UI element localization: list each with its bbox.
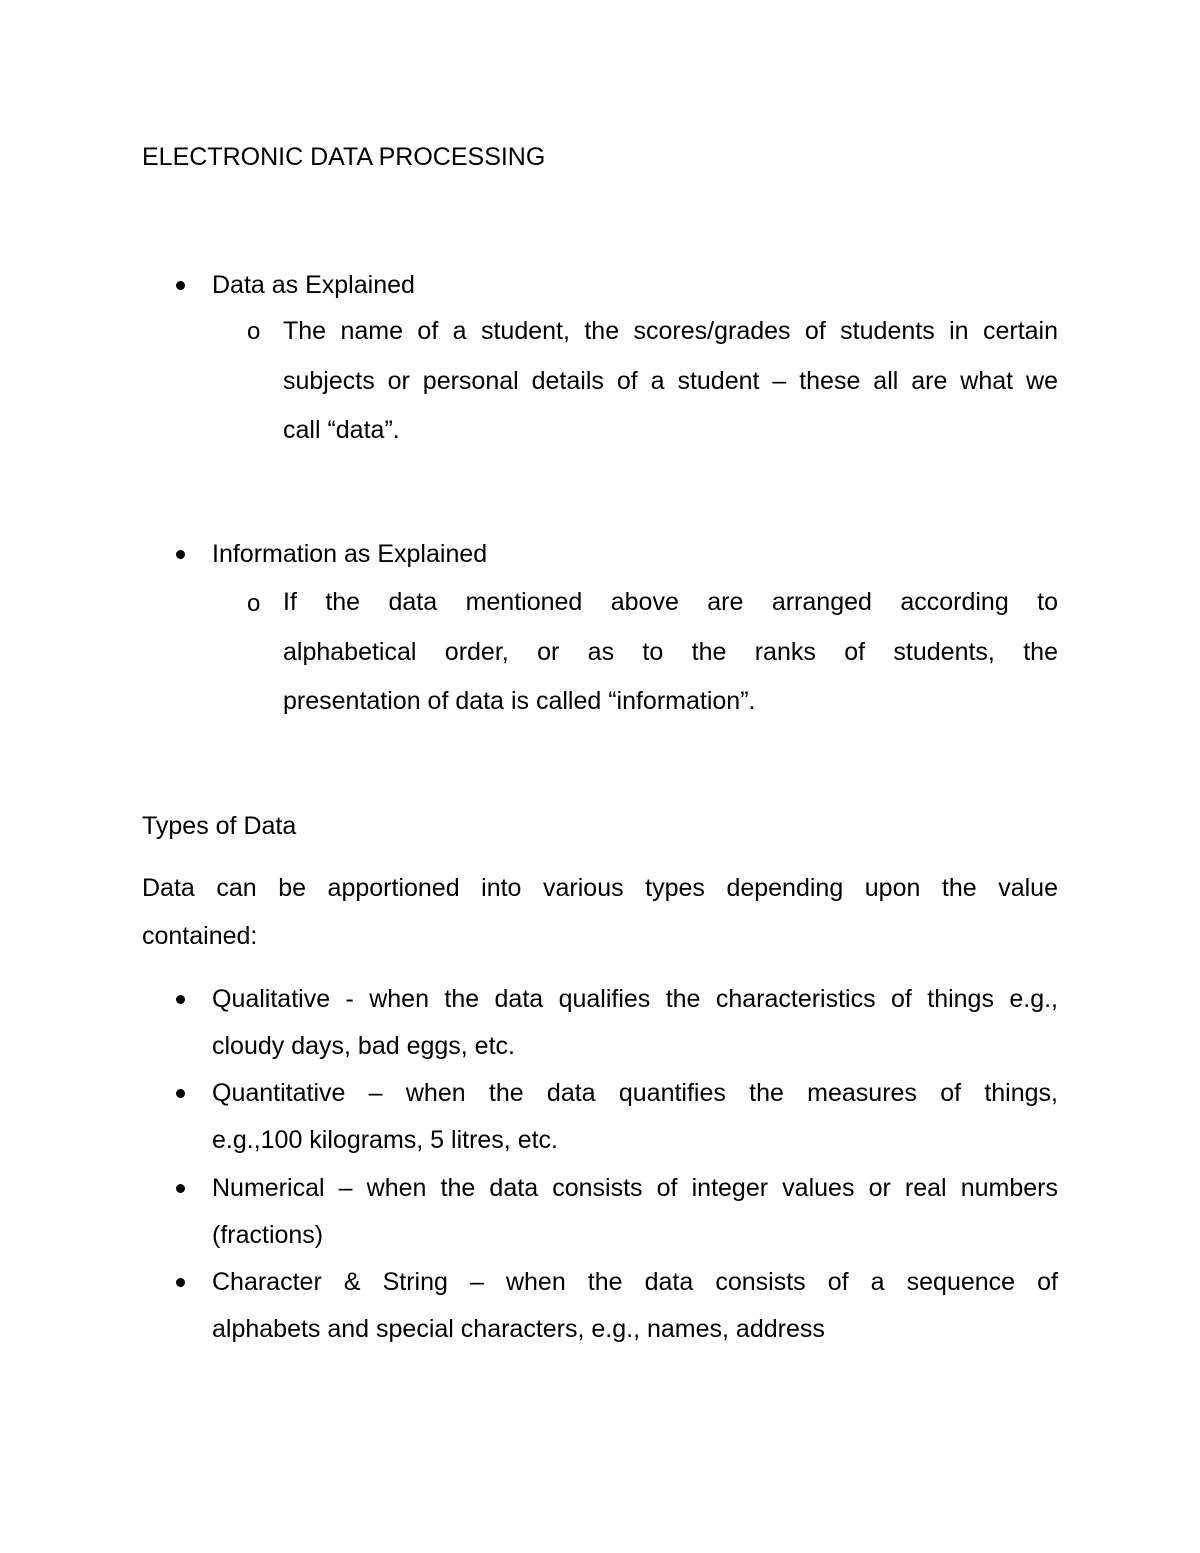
body-line: contained: (142, 922, 258, 950)
body-line: alphabetical order, or as to the ranks of students, the (283, 637, 1058, 666)
bullet-dot-icon (176, 995, 185, 1004)
type-item-quantitative (212, 1070, 1058, 1164)
bullet-dot-icon (176, 550, 185, 559)
type-item-numerical (212, 1165, 1058, 1259)
body-line: subjects or personal details of a student – these all are what we (283, 366, 1058, 395)
sub-bullet-circle-icon: o (247, 318, 261, 345)
sub-bullet-circle-icon: o (247, 590, 261, 617)
body-line: e.g.,100 kilograms, 5 litres, etc. (212, 1126, 558, 1154)
bullet-dot-icon (176, 281, 185, 290)
body-line: Data can be apportioned into various types depending upon the value (142, 874, 1058, 902)
type-item-character-string (212, 1259, 1058, 1353)
body-line: call “data”. (283, 416, 400, 444)
types-heading: Types of Data (142, 812, 297, 840)
section-heading-information: Information as Explained (212, 540, 488, 568)
section-heading-data: Data as Explained (212, 271, 415, 299)
body-line: The name of a student, the scores/grades of students in certain (283, 317, 1058, 345)
bullet-dot-icon (176, 1278, 185, 1287)
body-line: cloudy days, bad eggs, etc. (212, 1032, 515, 1060)
body-line: Qualitative - when the data qualifies the characteristics of things e.g., (212, 985, 1058, 1013)
type-item-qualitative (212, 976, 1058, 1070)
section-body-data (283, 307, 1058, 456)
body-line: Character & String – when the data consists of a sequence of (212, 1268, 1058, 1296)
body-line: presentation of data is called “information”. (283, 687, 756, 715)
body-line: alphabets and special characters, e.g., names, address (212, 1315, 825, 1343)
body-line: Quantitative – when the data quantifies the measures of things, (212, 1079, 1058, 1107)
bullet-dot-icon (176, 1184, 185, 1193)
body-line: Numerical – when the data consists of integer values or real numbers (212, 1174, 1058, 1202)
body-line: (fractions) (212, 1221, 324, 1249)
bullet-dot-icon (176, 1089, 185, 1098)
document-title: ELECTRONIC DATA PROCESSING (142, 143, 546, 171)
body-line: If the data mentioned above are arranged according to (283, 588, 1058, 616)
types-intro (142, 864, 1058, 960)
section-body-information (283, 578, 1058, 727)
